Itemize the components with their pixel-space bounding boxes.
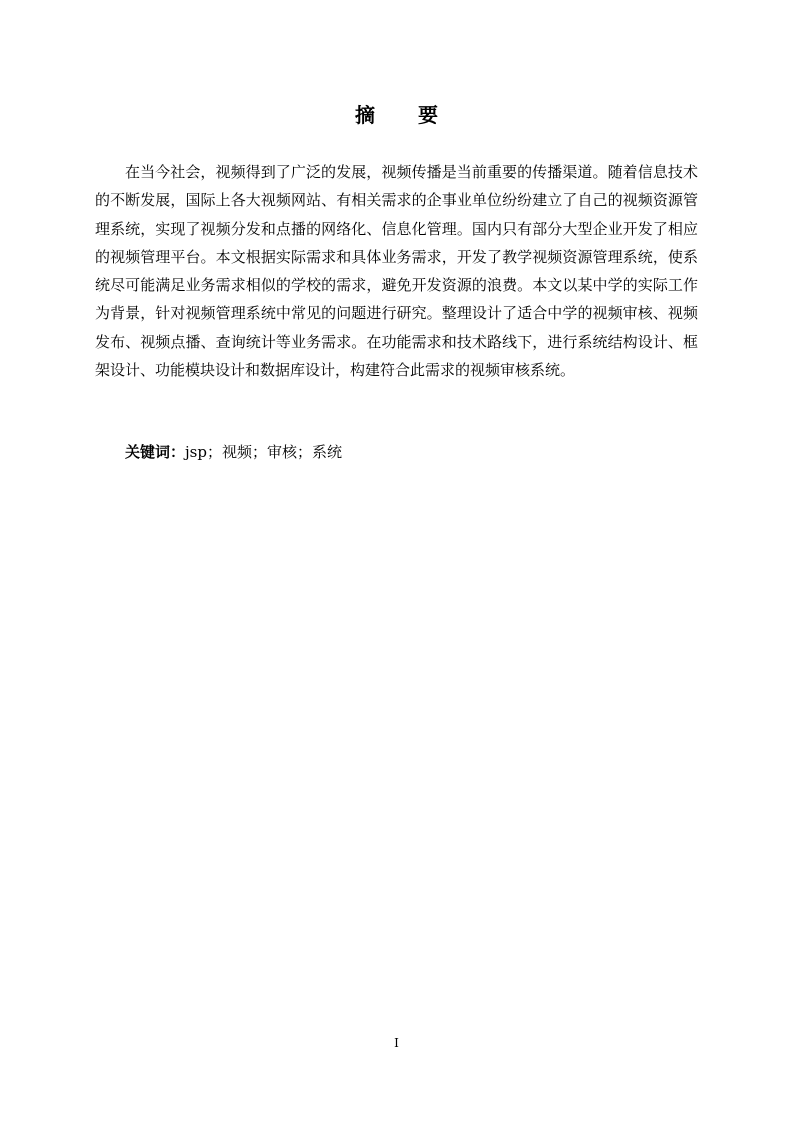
keywords-value: jsp；视频；审核；系统	[185, 443, 342, 461]
abstract-title: 摘 要	[355, 103, 456, 127]
page-number: I	[394, 1036, 399, 1050]
keywords-line	[125, 438, 342, 466]
abstract-paragraph: 在当今社会，视频得到了广泛的发展，视频传播是当前重要的传播渠道。随着信息技术的不断发展，国际上各大视频网站、有相关需求的企事业单位纷纷建立了自己的视频资源管理系统，实现了视频分发和点播的网络化、信息化管理。国内只有部分大型企业开发了相应的视频管理平台。本文根据实际需求和具体业务需求，开发了教学视频资源管理系统，使系统尽可能满足业务需求相似的学校的需求，避免开发资源的浪费。本文以某中学的实际工作为背景，针对视频管理系统中常见的问题进行研究。整理设计了适合中学的视频审核、视频发布、视频点播、查询统计等业务需求。在功能需求和技术路线下，进行系统结构设计、框架设计、功能模块设计和数据库设计，构建符合此需求的视频审核系统。	[95, 163, 698, 380]
keywords-label: 关键词：	[125, 443, 186, 461]
